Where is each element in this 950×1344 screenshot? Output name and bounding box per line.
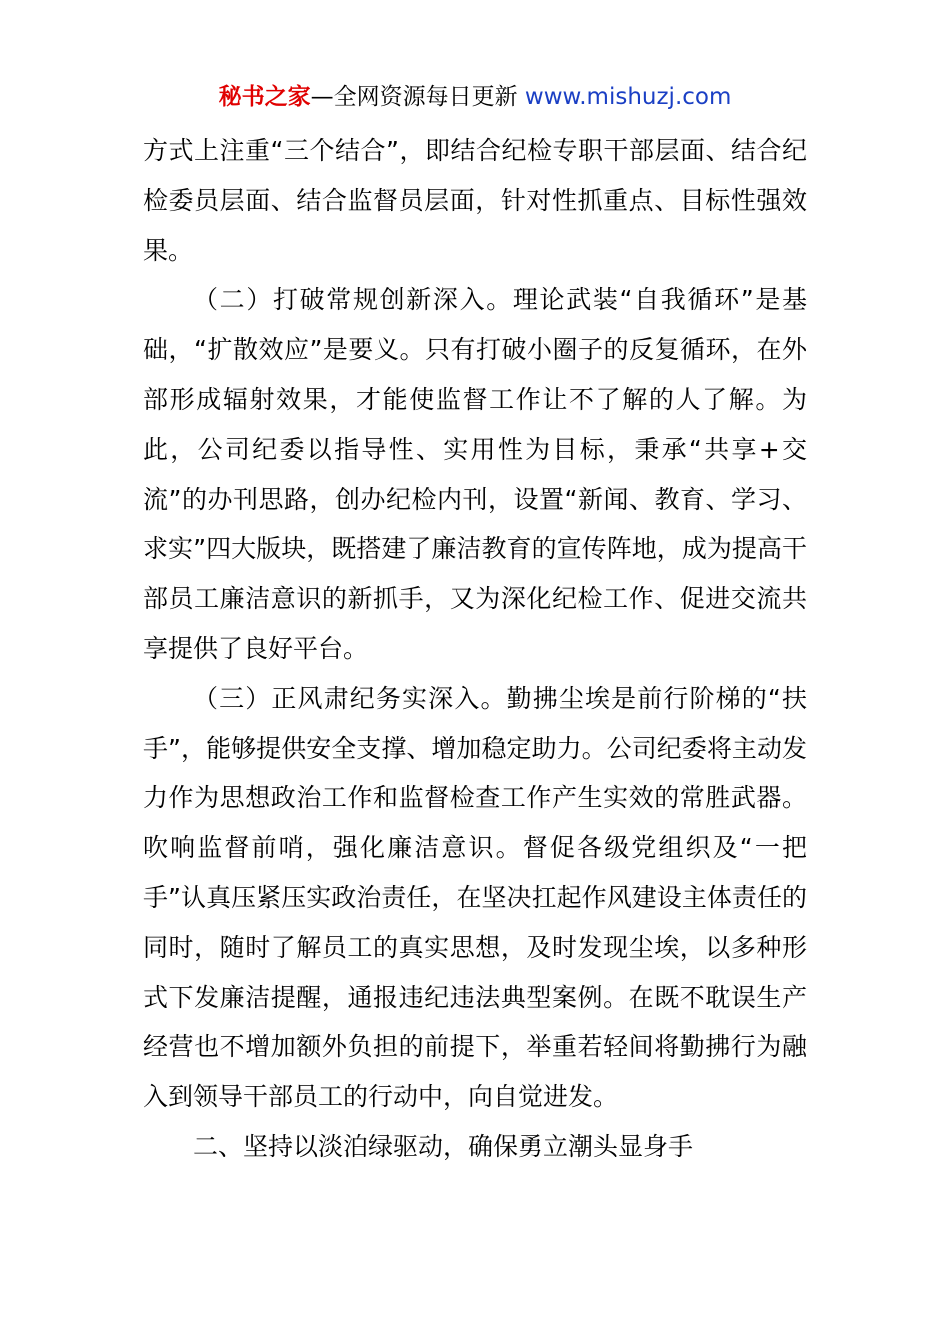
header-brand: 秘书之家 (218, 84, 311, 110)
paragraph-continuation: 方式上注重“三个结合”，即结合纪检专职干部层面、结合纪检委员层面、结合监督员层面，针对性抓重点、目标性强效果。 (143, 136, 807, 265)
header-tagline: —全网资源每日更新 (310, 84, 518, 110)
paragraph-section-two: （二）打破常规创新深入。理论武装“自我循环”是基础，“扩散效应”是要义。只有打破小圈子的反复循环，在外部形成辐射效果，才能使监督工作让不了解的人了解。为此，公司纪委以指导性、实用性为目标，秉承“共享+交流”的办刊思路，创办纪检内刊，设置“新闻、教育、学习、求实”四大版块，既搭建了廉洁教育的宣传阵地，成为提高干部员工廉洁意识的新抓手，又为深化纪检工作、促进交流共享提供了良好平台。 (143, 285, 807, 663)
page-header (0, 80, 950, 114)
paragraph-section-three: （三）正风肃纪务实深入。勤拂尘埃是前行阶梯的“扶手”，能够提供安全支撑、增加稳定助力。公司纪委将主动发力作为思想政治工作和监督检查工作产生实效的常胜武器。吹响监督前哨，强化廉洁意识。督促各级党组织及“一把手”认真压紧压实政治责任，在坚决扛起作风建设主体责任的同时，随时了解员工的真实思想，及时发现尘埃，以多种形式下发廉洁提醒，通报违纪违法典型案例。在既不耽误生产经营也不增加额外负担的前提下，举重若轻间将勤拂行为融入到领导干部员工的行动中，向自觉进发。 (143, 683, 807, 1112)
document-body (143, 126, 807, 1172)
section-heading: 二、坚持以淡泊绿驱动，确保勇立潮头显身手 (193, 1131, 694, 1161)
header-url: www.mishuzj.com (524, 84, 732, 110)
